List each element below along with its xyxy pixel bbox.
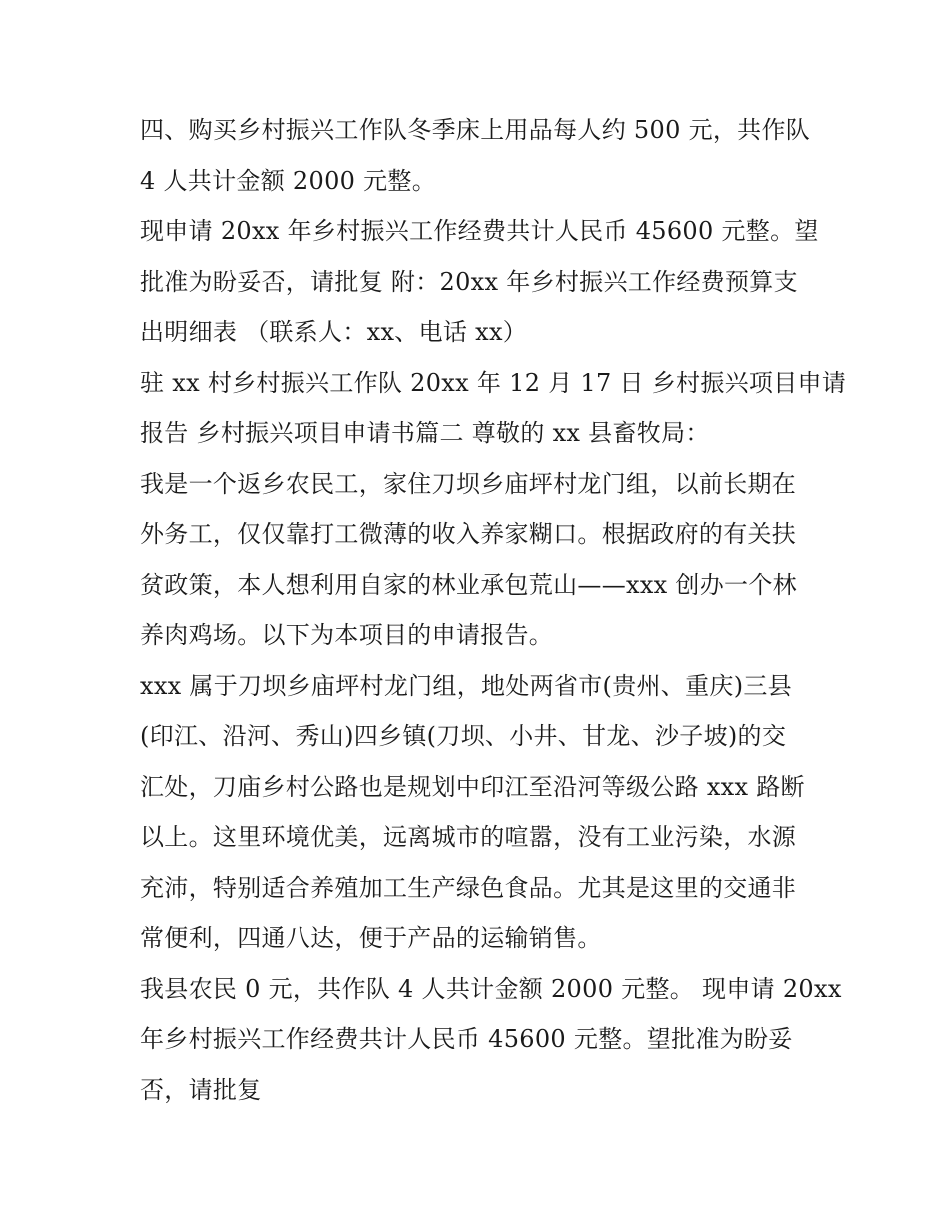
text-line: 充沛，特别适合养殖加工生产绿色食品。尤其是这里的交通非 xyxy=(140,873,797,902)
paragraph-purchase-bedding xyxy=(140,105,820,206)
paragraph-signature-and-heading xyxy=(140,358,847,459)
text-line: 四、购买乡村振兴工作队冬季床上用品每人约 500 元，共作队 xyxy=(140,116,811,144)
text-line: 我是一个返乡农民工，家住刀坝乡庙坪村龙门组，以前长期在 xyxy=(140,469,797,498)
text-line: (印江、沿河、秀山)四乡镇(刀坝、小井、甘龙、沙子坡)的交 xyxy=(140,722,787,750)
text-line: 养肉鸡场。以下为本项目的申请报告。 xyxy=(140,621,554,649)
text-line: 批准为盼妥否，请批复 附：20xx 年乡村振兴工作经费预算支 xyxy=(140,267,798,296)
text-line: 汇处，刀庙乡村公路也是规划中印江至沿河等级公路 xxx 路断 xyxy=(140,772,805,801)
text-line: 4 人共计金额 2000 元整。 xyxy=(140,166,437,195)
text-line: 出明细表 （联系人：xx、电话 xx） xyxy=(140,318,528,346)
document-body xyxy=(140,105,847,1115)
text-line: xxx 属于刀坝乡庙坪村龙门组，地处两省市(贵州、重庆)三县 xyxy=(140,671,792,700)
text-line: 驻 xx 村乡村振兴工作队 20xx 年 12 月 17 日 乡村振兴项目申请 xyxy=(140,368,847,397)
text-line: 我县农民 0 元，共作队 4 人共计金额 2000 元整。 现申请 20xx xyxy=(140,974,842,1003)
text-line: 常便利，四通八达，便于产品的运输销售。 xyxy=(140,924,602,952)
paragraph-location-description xyxy=(140,661,820,964)
text-line: 以上。这里环境优美，远离城市的喧嚣，没有工业污染，水源 xyxy=(140,823,797,851)
text-line: 外务工，仅仅靠打工微薄的收入养家糊口。根据政府的有关扶 xyxy=(140,520,797,548)
paragraph-closing-request xyxy=(140,964,842,1116)
paragraph-funding-request xyxy=(140,206,820,358)
text-line: 否，请批复 xyxy=(140,1075,262,1104)
text-line: 年乡村振兴工作经费共计人民币 45600 元整。望批准为盼妥 xyxy=(140,1025,793,1053)
text-line: 现申请 20xx 年乡村振兴工作经费共计人民币 45600 元整。望 xyxy=(140,217,819,245)
text-line: 贫政策，本人想利用自家的林业承包荒山——xxx 创办一个林 xyxy=(140,570,797,599)
text-line: 报告 乡村振兴项目申请书篇二 尊敬的 xx 县畜牧局： xyxy=(140,419,710,447)
paragraph-applicant-intro xyxy=(140,459,820,661)
